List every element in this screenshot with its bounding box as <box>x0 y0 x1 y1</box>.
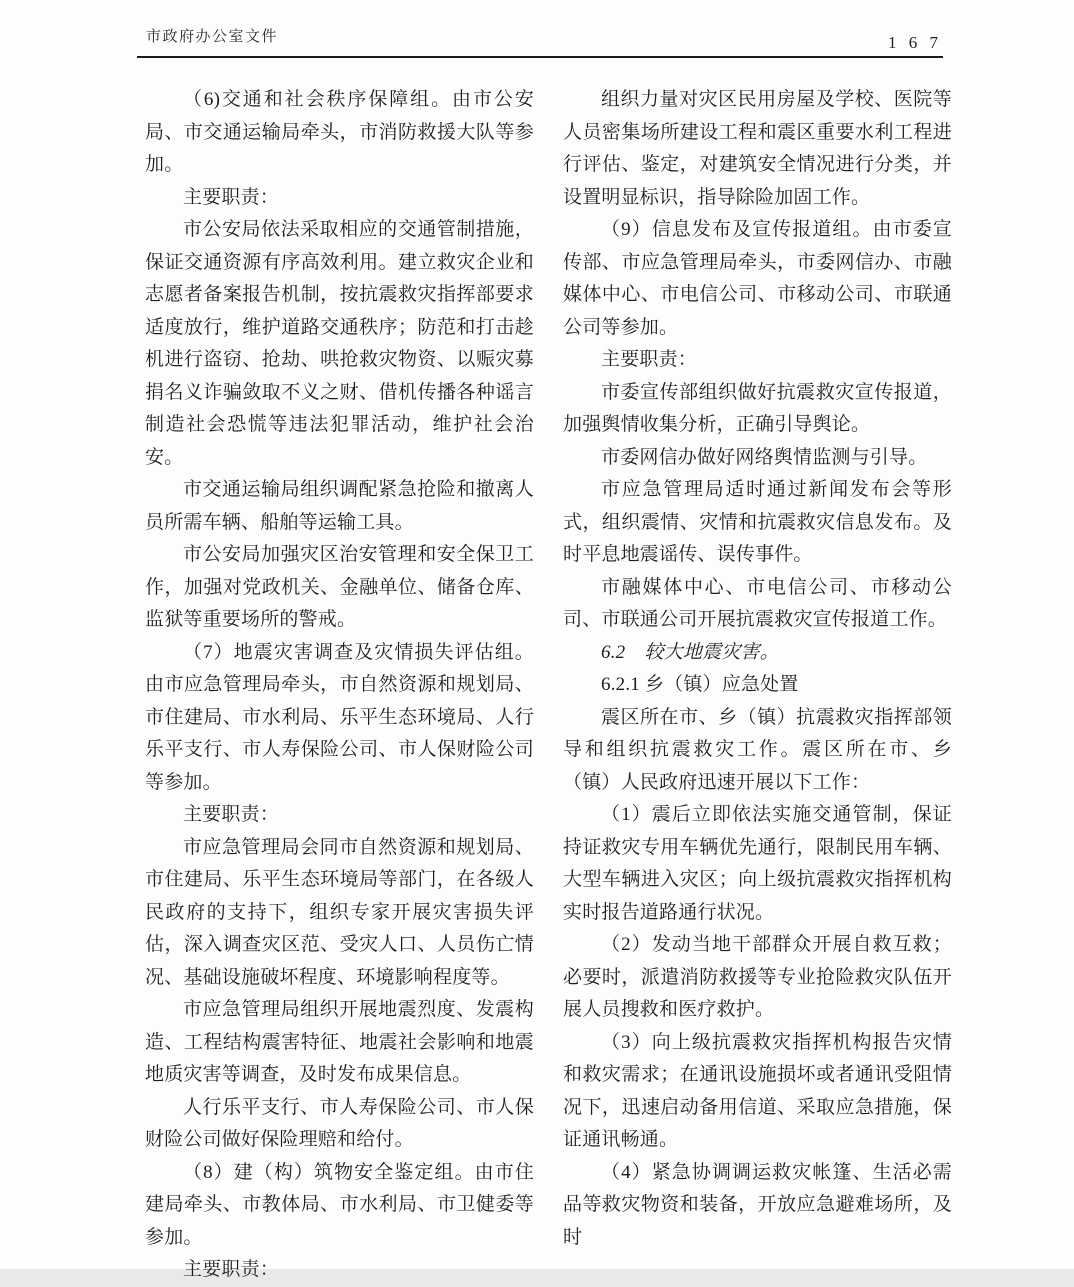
page-number: 1 6 7 <box>888 33 942 52</box>
paragraph-insurance-claims-duties: 人行乐平支行、市人寿保险公司、市人保财险公司做好保险理赔和给付。 <box>145 1096 534 1150</box>
paragraph-transport-bureau-duties: 市交通运输局组织调配紧急抢险和撤离人员所需车辆、船舶等运输工具。 <box>145 479 534 533</box>
header-rule-divider <box>137 56 943 58</box>
paragraph-damage-assessment-group: （7）地震灾害调查及灾情损失评估组。由市应急管理局牵头，市自然资源和规划局、市住建局、市水利局、乐平生态环境局、人行乐平支行、市人寿保险公司、市人保财险公司等参加。 <box>145 641 534 793</box>
paragraph-cyberspace-duties: 市委网信办做好网络舆情监测与引导。 <box>601 446 928 468</box>
paragraph-item-3-report-disaster: （3）向上级抗震救灾指挥机构报告灾情和救灾需求；在通讯设施损坏或者通讯受阻情况下，迅速启动备用信道、采取应急措施，保证通讯畅通。 <box>563 1031 952 1150</box>
paragraph-item-1-traffic-control: （1）震后立即依法实施交通管制，保证持证救灾专用车辆优先通行，限制民用车辆、大型车辆进入灾区；向上级抗震救灾指挥机构实时报告道路通行状况。 <box>563 804 952 923</box>
paragraph-duties-label: 主要职责： <box>183 804 280 825</box>
section-heading-6-2-1: 6.2.1 乡（镇）应急处置 <box>601 674 799 695</box>
right-column <box>563 84 952 1287</box>
document-header-label: 市政府办公室文件 <box>146 29 279 45</box>
paragraph-duties-label: 主要职责： <box>183 1259 280 1280</box>
paragraph-item-2-self-rescue: （2）发动当地干部群众开展自救互救；必要时，派遣消防救援等专业抢险救灾队伍开展人员搜救和医疗救护。 <box>563 934 952 1020</box>
body-columns <box>145 84 953 1287</box>
paragraph-seismic-survey-duties: 市应急管理局组织开展地震烈度、发震构造、工程结构震害特征、地震社会影响和地震地质灾害等调查，及时发布成果信息。 <box>145 999 534 1085</box>
paragraph-propaganda-duties: 市委宣传部组织做好抗震救灾宣传报道，加强舆情收集分析，正确引导舆论。 <box>563 381 952 435</box>
paragraph-building-safety-group: （8）建（构）筑物安全鉴定组。由市住建局牵头、市教体局、市水利局、市卫健委等参加。 <box>145 1161 534 1248</box>
paragraph-traffic-group: （6)交通和社会秩序保障组。由市公安局、市交通运输局牵头，市消防救援大队等参加。 <box>145 89 534 175</box>
paragraph-duties-label: 主要职责： <box>601 349 698 370</box>
paragraph-publicity-group: （9）信息发布及宣传报道组。由市委宣传部、市应急管理局牵头，市委网信办、市融媒体中心、市电信公司、市移动公司、市联通公司等参加。 <box>563 219 952 338</box>
paragraph-duties-label: 主要职责： <box>183 186 280 208</box>
paragraph-township-response-intro: 震区所在市、乡（镇）抗震救灾指挥部领导和组织抗震救灾工作。震区所在市、乡（镇）人民政府迅速开展以下工作： <box>563 706 952 793</box>
left-column <box>145 84 534 1287</box>
paragraph-media-duties: 市融媒体中心、市电信公司、市移动公司、市联通公司开展抗震救灾宣传报道工作。 <box>563 576 952 630</box>
paragraph-loss-evaluation-duties: 市应急管理局会同市自然资源和规划局、市住建局、乐平生态环境局等部门，在各级人民政府的支持下，组织专家开展灾害损失评估，深入调查灾区范、受灾人口、人员伤亡情况、基础设施破坏程度、环境影响程度等。 <box>145 836 534 988</box>
paragraph-public-security-duties: 市公安局依法采取相应的交通管制措施，保证交通资源有序高效利用。建立救灾企业和志愿者备案报告机制，按抗震救灾指挥部要求适度放行，维护道路交通秩序；防范和打击趁机进行盗窃、抢劫、哄抢救灾物资、以赈灾募捐名义诈骗敛取不义之财、借机传播各种谣言制造社会恐慌等违法犯罪活动，维护社会治安。 <box>145 219 534 468</box>
paragraph-security-guard-duties: 市公安局加强灾区治安管理和安全保卫工作，加强对党政机关、金融单位、储备仓库、监狱等重要场所的警戒。 <box>145 544 534 630</box>
paragraph-item-4-relief-supplies: （4）紧急协调调运救灾帐篷、生活必需品等救灾物资和装备，开放应急避难场所，及时 <box>563 1161 952 1248</box>
paragraph-building-inspection-duties: 组织力量对灾区民用房屋及学校、医院等人员密集场所建设工程和震区重要水利工程进行评估、鉴定，对建筑安全情况进行分类，并设置明显标识，指导除险加固工作。 <box>563 89 952 208</box>
paragraph-press-release-duties: 市应急管理局适时通过新闻发布会等形式，组织震情、灾情和抗震救灾信息发布。及时平息地震谣传、误传事件。 <box>563 479 952 565</box>
section-heading-6-2: 6.2 较大地震灾害。 <box>601 641 779 663</box>
